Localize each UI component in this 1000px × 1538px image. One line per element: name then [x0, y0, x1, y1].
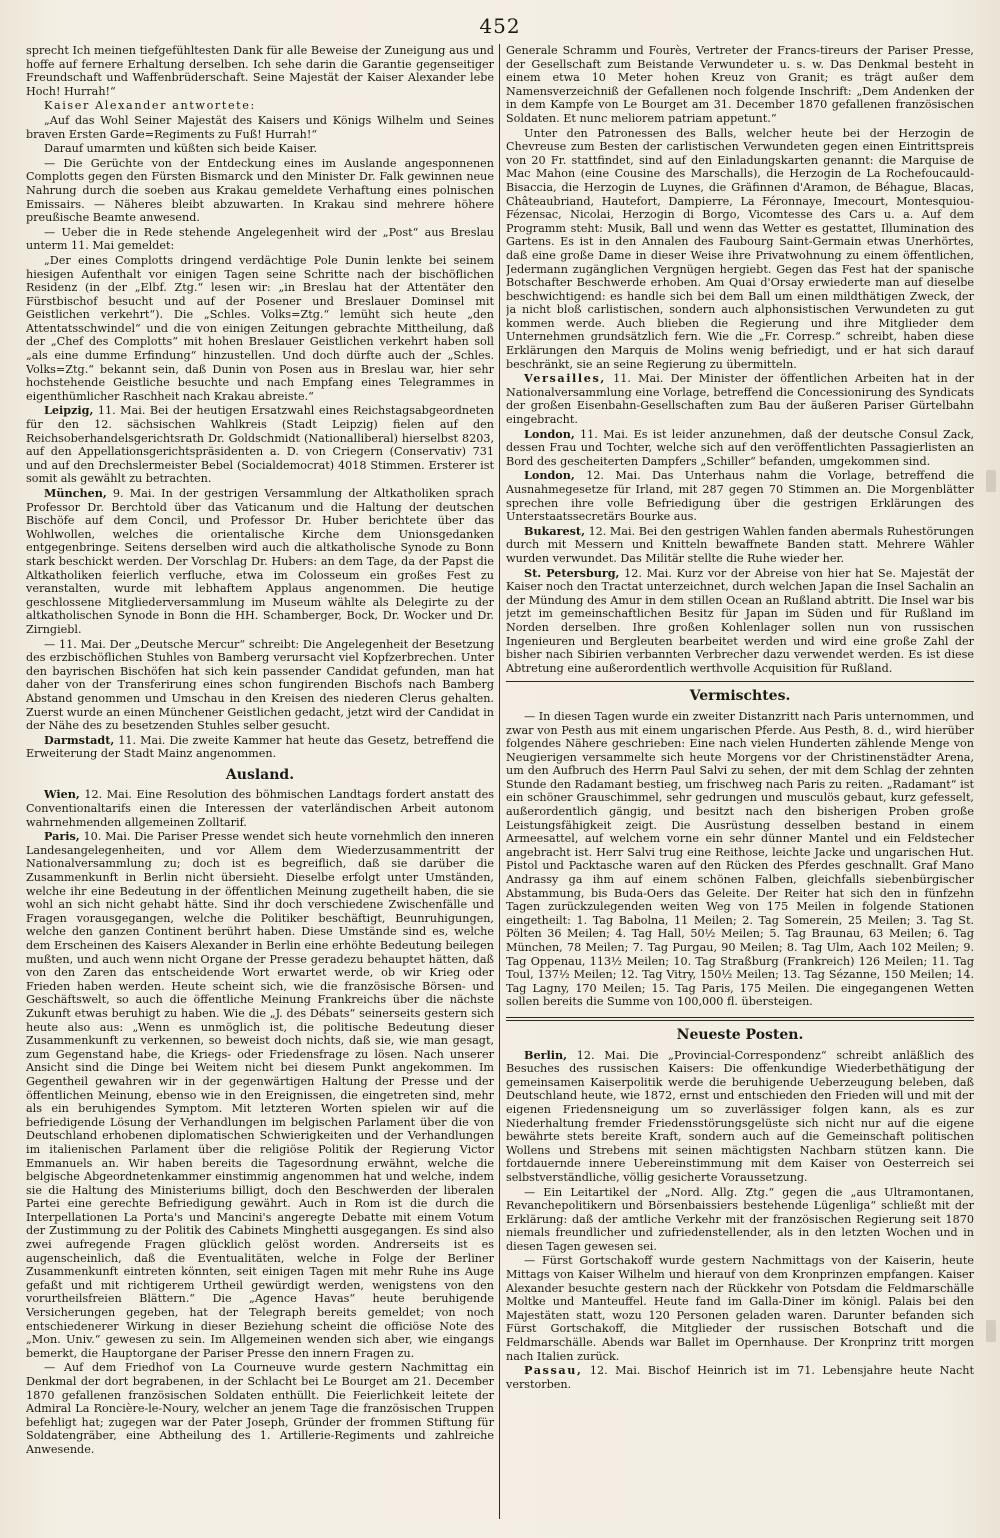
article-paragraph: — Ueber die in Rede stehende Angelegenheit wird der „Post“ aus Breslau unterm 11. Mai gemeldet: [26, 225, 494, 253]
dateline: Wien, [44, 787, 80, 802]
article-paragraph: Kaiser Alexander antwortete: [44, 99, 256, 113]
right-column [506, 44, 974, 1524]
news-text: 11. Mai. Es ist leider anzunehmen, daß der deutsche Consul Zack, dessen Frau und Tochter, welche sich auf den veröffentlichten Passagierlisten an Bord des gescheiterten Dampfers „Schiller“ befanden, umgekommen sind. [506, 427, 974, 468]
dateline: Paris, [44, 829, 80, 844]
article-paragraph: sprecht Ich meinen tiefgefühltesten Dank für alle Beweise der Zuneigung aus und hoffe auf fernere Erhaltung derselben. Ich sehe darin die Garantie gegenseitiger Freundschaft und Waffenbrüderschaft. Seine Majestät der Kaiser Alexander lebe Hoch! Hurrah!“ [26, 44, 494, 98]
left-column [26, 44, 494, 1524]
news-text: 12. Mai. Das Unterhaus nahm die Vorlage, betreffend die Ausnahmegesetze für Irland, mit 287 gegen 70 Stimmen an. Die Morgenblätter sprechen ihre volle Befriedigung über die gestrigen Erklärungen des Unterstaatssecretärs Bourke aus. [506, 469, 974, 524]
article-paragraph: Unter den Patronessen des Balls, welcher heute bei der Herzogin de Chevreuse zum Besten der carlistischen Verwundeten gegen einen Eintrittspreis von 20 Fr. stattfindet, sind auf den Einladungskarten genannt: die Marquise de Mac Mahon (eine Cousine des Marschalls), die Herzogin de La Rochefoucauld-Bisaccia, die Herzogin de Luynes, die Gräfinnen d'Aramon, de Béhague, Blacas, Châteaubriand, Hautefort, Dampierre, La Féronnaye, Imecourt, Montesquiou-Fézensac, Nicolai, Herzogin di Borgo, Vicomtesse des Cars u. a. Auf dem Programm steht: Musik, Ball und wenn das Wetter es gestattet, Illumination des Gartens. Es ist in den Annalen des Faubourg Saint-Germain etwas Unerhörtes, daß eine große Dame in dieser Weise ihre Privatwohnung zu einem öffentlichen, Jedermann zugänglichen Vergnügen hergiebt. Gegen das Fest hat der spanische Botschafter Beschwerde erhoben. Am Quai d'Orsay erwiederte man auf dieselbe beschwichtigend: es handle sich bei dem Ball um einen mildthätigen Zweck, der ja nicht bloß carlistischen, sondern auch alphonsistischen Verwundeten zu gut kommen werde. Auch blieben die Regierung und ihre Mitglieder dem Unternehmen grundsätzlich fern. Wie die „Fr. Corresp.“ schreibt, haben diese Erklärungen den Marquis de Molins wenig befriedigt, und er hat sich darauf beschränkt, sie an seine Regierung zu übermitteln. [506, 126, 974, 371]
article-paragraph: „Der eines Complotts dringend verdächtige Pole Dunin lenkte bei seinem hiesigen Aufenthalt vor einigen Tagen seine Schritte nach der bischöflichen Residenz (in der „Elbf. Ztg.“ lesen wir: „in Breslau hat der Attentäter den Fürstbischof besucht und auf der Posener und Breslauer Dominsel mit Geistlichen verkehrt“). Die „Schles. Volks=Ztg.“ lemüht sich heute „den Attentatsschwindel“ und die von einigen Zeitungen gebrachte Mittheilung, daß der „Chef des Complotts“ mit hohen Breslauer Geistlichen verkehrt haben soll „als eine dumme Erfindung“ hinzustellen. Und doch dürfte auch der „Schles. Volks=Ztg.“ bekannt sein, daß Dunin von Posen aus in Breslau war, hier sehr hochstehende Geistliche besuchte und nach Empfang eines Telegrammes in eigenthümlicher Raschheit nach Krakau abreiste.“ [26, 253, 494, 403]
news-item [26, 830, 494, 1360]
news-item [506, 428, 974, 469]
news-text: 11. Mai. Der Minister der öffentlichen Arbeiten hat in der Nationalversammlung eine Vorlage, betreffend die Concessionirung des Syndicats der großen Eisenbahn-Gesellschaften zum Bau der äußeren Pariser Gürtelbahn eingebracht. [506, 372, 974, 427]
section-heading-vermischtes: Vermischtes. [689, 688, 791, 705]
section-rule [506, 681, 974, 682]
news-text: 10. Mai. Die Pariser Presse wendet sich heute vornehmlich den inneren Landesangelegenheiten, und vor Allem dem Wiederzusammentritt der Nationalversammlung zu; doch ist es begreiflich, daß sie darüber die Zusammenkunft in Berlin nicht übersieht. Dieselbe erfolgt unter Umständen, welche ihr eine Bedeutung in der öffentlichen Meinung zugetheilt haben, die sie wohl an sich nicht gehabt hätte. Sind ihr doch verschiedene Zwischenfälle und Fragen vorausgegangen, welche die Politiker beschäftigt, Beunruhigungen, welche den ganzen Continent berührt haben. Diese Umstände sind es, welche dem Erscheinen des Kaisers Alexander in Berlin eine erhöhte Bedeutung beilegen mußten, und auch wenn nicht Organe der Presse geradezu behauptet hätten, daß von den Zaren das entscheidende Wort erwartet werde, ob wir Krieg oder Frieden haben werden. Heute scheint sich, wie die französische Börsen- und Geschäftswelt, so auch die öffentliche Meinung Frankreichs über die nächste Zukunft etwas beruhigt zu haben. Wie die „J. des Débats“ seinerseits gestern sich heute also aus: „Wenn es unmöglich ist, die politische Bedeutung dieser Zusammenkunft zu verkennen, so beweist doch nichts, daß sie, wie man gesagt, zum Gegenstand habe, die Kriegs- oder Friedensfrage zu lösen. Nach unserer Ansicht sind die Dinge bei Weitem nicht bei diesem Punkt angekommen. Im Gegentheil gewahren wir in der gegenwärtigen Haltung der Presse und der öffentlichen Meinung, ebenso wie in den Ereignissen, die eingetreten sind, mehr als ein beruhigendes Symptom. Mit letzteren Worten spielen wir auf die befriedigende Lösung der Verhandlungen im belgischen Parlament über die von Deutschland erhobenen diplomatischen Schwierigkeiten und der Verhandlungen im italienischen Parlament über die religiöse Politik der Regierung Victor Emmanuels an. Wir haben bereits die Tagesordnung erwähnt, welche die belgische Abgeordnetenkammer einstimmig angenommen hat und welche, indem sie die Haltung des Ministeriums billigt, doch den Beschwerden der liberalen Partei eine gerechte Befriedigung gewährt. Auch in Rom ist die durch die Interpellationen La Porta's und Mancini's angeregte Debatte mit einem Votum der Zustimmung zu der Politik des Cabinets Minghetti ausgegangen. Es sind also zwei aufregende Fragen glücklich gelöst worden. Andrerseits ist es augenscheinlich, daß die Eventualitäten, welche in Folge der Berliner Zusammenkunft eintreten könnten, seit einigen Tagen mit mehr Ruhe ins Auge gefaßt und mit richtigerem Urtheil gewürdigt werden, wenigstens von den vorurtheilsfreien Blättern.“ Die „Agence Havas“ heute beruhigende Versicherungen gegeben, hat der Telegraph bereits gemeldet; von noch entschiedenerer Wirkung in dieser Beziehung scheint die officiöse Note des „Mon. Univ.“ gewesen zu sein. Im Allgemeinen wenden sich aber, wie eingangs bemerkt, die Hauptorgane der Pariser Presse den innern Fragen zu. [26, 830, 494, 1360]
news-item [506, 567, 974, 676]
news-text: 9. Mai. In der gestrigen Versammlung der Altkatholiken sprach Professor Dr. Berchtold über das Vaticanum und die Haltung der deutschen Bischöfe auf dem Concil, und Professor Dr. Huber berichtete über das Wohlwollen, welches die orientalische Kirche dem Unionsgedanken entgegenbringe. Seitens derselben wird auch die altkatholische Synode zu Bonn stark beschickt werden. Der Vorschlag Dr. Hubers: an dem Tage, da der Papst die Altkatholiken feierlich verfluche, etwa im Colosseum ein großes Fest zu veranstalten, wurde mit lebhaftem Applaus angenommen. Die heutige geschlossene Mitgliederversammlung im Museum wählte als Delegirte zu der altkatholischen Synode in Bonn die HH. Schamberger, Bock, Dr. Wocker und Dr. Zirngiebl. [26, 487, 494, 636]
binding-mark [986, 1320, 996, 1342]
news-item [26, 487, 494, 637]
article-paragraph: — Die Gerüchte von der Entdeckung eines im Auslande angesponnenen Complotts gegen den Fürsten Bismarck und den Minister Dr. Falk gewinnen neue Nahrung durch die soeben aus Krakau gemeldete Verhaftung eines polnischen Emissairs. — Näheres bleibt abzuwarten. In Krakau sind mehrere höhere preußische Beamte anwesend. [26, 156, 494, 225]
article-paragraph: — Fürst Gortschakoff wurde gestern Nachmittags von der Kaiserin, heute Mittags von Kaiser Wilhelm und hierauf von dem Kronprinzen empfangen. Kaiser Alexander besuchte gestern nach der Rückkehr von Potsdam die Feldmarschälle Moltke und Manteuffel. Heute fand im Galla-Diner im königl. Palais bei den Majestäten statt, wozu 120 Personen geladen waren. Darunter befanden sich Fürst Gortschakoff, die Mitglieder der russischen Botschaft und die Feldmarschälle. Abends war Ballet im Opernhause. Der Kronprinz tritt morgen nach Italien zurück. [506, 1254, 974, 1363]
news-text: 11. Mai. Die zweite Kammer hat heute das Gesetz, betreffend die Erweiterung der Stadt Mainz angenommen. [26, 733, 494, 761]
news-text: 12. Mai. Kurz vor der Abreise von hier hat Se. Majestät der Kaiser noch den Tractat unterzeichnet, durch welchen Japan die Insel Sachalin an der Mündung des Amur in dem stillen Ocean an Rußland abtritt. Die Insel war bis jetzt im gemeinschaftlichen Besitz für Japan im Süden und für Rußland im Norden derselben. Ihre großen Kohlenlager sollen nun von russischen Ingenieuren und Bergleuten bearbeitet werden und wird eine große Zahl der bisher nach Sibirien verbannten Verbrecher dazu verwendet werden. Es ist diese Abtretung eine außerordentlich werthvolle Acquisition für Rußland. [506, 566, 974, 675]
dateline: Versailles, [524, 371, 606, 386]
article-paragraph: Darauf umarmten und küßten sich beide Kaiser. [44, 142, 318, 156]
news-item [506, 1049, 974, 1185]
dateline: St. Petersburg, [524, 565, 620, 580]
news-item [26, 734, 494, 761]
column-divider [499, 44, 500, 1519]
news-item [26, 788, 494, 829]
article-paragraph: Generale Schramm und Fourès, Vertreter der Francs-tireurs der Pariser Presse, der Gesellschaft zum Beistande Verwundeter u. s. w. Das Denkmal besteht in einem etwa 10 Meter hohen Kreuz von Granit; es trägt außer dem Namensverzeichniß der Gefallenen noch folgende Inschrift: „Dem Andenken der in dem Kampfe von Le Bourget am 31. December 1870 gefallenen französischen Soldaten. Et nunc meliorem patriam appetunt.“ [506, 44, 974, 125]
article-paragraph: — Auf dem Friedhof von La Courneuve wurde gestern Nachmittag ein Denkmal der dort begrabenen, in der Schlacht bei Le Bourget am 21. December 1870 gefallenen französischen Soldaten enthüllt. Die Feierlichkeit leitete der Admiral La Roncière-le-Noury, welcher an jenem Tage die französischen Truppen befehligt hat; zugegen war der Pater Joseph, Gründer der frommen Stiftung für Soldatengräber, eine Abtheilung des 1. Artillerie-Regiments und zahlreiche Anwesende. [26, 1361, 494, 1456]
dateline: München, [44, 486, 107, 500]
article-paragraph: — Ein Leitartikel der „Nord. Allg. Ztg.“ gegen die „aus Ultramontanen, Revanchepolitikern und Börsenbaissiers bestehende Lügenliga“ schließt mit der Erklärung: daß der amtliche Verkehr mit der französischen Regierung seit 1870 niemals freundlicher und zufriedenstellender, als in den letzten Wochen und in diesen Tagen gewesen sei. [506, 1185, 974, 1253]
section-heading-ausland: Ausland. [225, 766, 295, 783]
dateline: Darmstadt, [44, 732, 115, 747]
page-number: 452 [479, 14, 521, 38]
article-paragraph: — 11. Mai. Der „Deutsche Mercur“ schreibt: Die Angelegenheit der Besetzung des erzbischöflichen Stuhles von Bamberg verursacht viel Kopfzerbrechen. Unter den bayrischen Bischöfen hat sich kein passender Candidat gefunden, man hat daher von der Transferirung eines schon fungirenden Bischofs nach Bamberg Abstand genommen und Umschau in den Kreisen des niederen Clerus gehalten. Zuerst wurde an einen Münchener Geistlichen gedacht, jetzt wird der Candidat in der Nähe des zu besetzenden Stuhles selber gesucht. [26, 637, 494, 733]
section-rule [506, 1017, 974, 1021]
news-item [26, 404, 494, 486]
binding-mark [986, 470, 996, 492]
dateline: Leipzig, [44, 403, 94, 418]
dateline: Berlin, [524, 1047, 567, 1062]
news-text: 12. Mai. Eine Resolution des böhmischen Landtags fordert anstatt des Conventionaltarifs einen die Interessen der vaterländischen Arbeit autonom wahrnehmenden allgemeinen Zolltarif. [26, 788, 494, 829]
news-item [506, 525, 974, 566]
dateline: Passau, [524, 1363, 583, 1378]
news-item [506, 372, 974, 426]
article-paragraph: „Auf das Wohl Seiner Majestät des Kaisers und Königs Wilhelm und Seines braven Ersten Garde=Regiments zu Fuß! Hurrah!“ [26, 113, 494, 141]
news-text: 12. Mai. Bischof Heinrich ist im 71. Lebensjahre heute Nacht verstorben. [506, 1364, 974, 1391]
news-text: 12. Mai. Bei den gestrigen Wahlen fanden abermals Ruhestörungen durch mit Messern und Knitteln bewaffnete Banden statt. Mehrere Wähler wurden verwundet. Das Militär stellte die Ruhe wieder her. [506, 524, 974, 565]
dateline: London, [524, 426, 575, 441]
news-item [506, 1364, 974, 1391]
news-text: 11. Mai. Bei der heutigen Ersatzwahl eines Reichstagsabgeordneten für den 12. sächsischen Wahlkreis (Stadt Leipzig) fielen auf den Reichsoberhandelsgerichtsrath Dr. Goldschmidt (Nationalliberal) hierselbst 8203, auf den Appellationsgerichtspräsidenten a. D. von Criegern (Conservativ) 731 und auf den Drechslermeister Bebel (Socialdemocrat) 4018 Stimmen. Ersterer ist somit als gewählt zu betrachten. [26, 404, 494, 486]
news-item [506, 469, 974, 523]
article-paragraph: — In diesen Tagen wurde ein zweiter Distanzritt nach Paris unternommen, und zwar von Pesth aus mit einem ungarischen Pferde. Aus Pesth, 8. d., wird hierüber folgendes Nähere geschrieben: Eine nach vielen Hunderten zählende Menge von Neugierigen versammelte sich heute Morgens vor der Christinenstädter Arena, um den Aufbruch des Herrn Paul Salvi zu sehen, der mit dem Schlag der zehnten Stunde den Radamant bestieg, um frischweg nach Paris zu reiten. „Radamant“ ist ein schöner Grauschimmel, sehr gedrungen und musculös gebaut, kurz gefesselt, außerordentlich gängig, und besitzt nach den bisherigen Proben große Leistungsfähigkeit zeigt. Die Ausrüstung desselben bestand in einem Armeesattel, auf welchem vorne ein sehr dünner Mantel und ein Feldstecher angebracht ist. Herr Salvi trug eine Reithose, leichte Jacke und ungarischen Hut. Pistol und Packtasche waren auf den Rücken des Pferdes geschnallt. Graf Mano Andrassy ga ihm auf einem schönen Falben, gleichfalls siebenbürgischer Abstammung, bis Buda-Oers das Geleite. Der Reiter hat sich den in fünfzehn Tagen zurückzulegenden weiten Weg von 175 Meilen in folgende Stationen eingetheilt: 1. Tag Babolna, 11 Meilen; 2. Tag Somerein, 25 Meilen; 3. Tag St. Pölten 36 Meilen; 4. Tag Hall, 50½ Meilen; 5. Tag Braunau, 63 Meilen; 6. Tag München, 78 Meilen; 7. Tag Purgau, 90 Meilen; 8. Tag Ulm, Aach 102 Meilen; 9. Tag Oppenau, 113½ Meilen; 10. Tag Straßburg (Frankreich) 126 Meilen; 11. Tag Toul, 137½ Meilen; 12. Tag Vitry, 150½ Meilen; 13. Tag Sézanne, 150 Meilen; 14. Tag Lagny, 170 Meilen; 15. Tag Paris, 175 Meilen. Die eingegangenen Wetten sollen bereits die Summe von 100,000 fl. übersteigen. [506, 709, 974, 1009]
section-heading-neueste-posten: Neueste Posten. [676, 1026, 804, 1043]
news-text: 12. Mai. Die „Provincial-Correspondenz“ schreibt anläßlich des Besuches des russischen Kaisers: Die offenkundige Wiederbethätigung der gemeinsamen Kaiserpolitik werde die beruhigende Ueberzeugung beleben, daß Deutschland heute, wie 1872, ernst und entschieden den Frieden will und mit der eigenen Friedensneigung um so zuverlässiger folgen kann, als es zur Niederhaltung fremder Friedensstörungsgelüste sich nicht nur auf die eigene bewährte stets bereite Kraft, sondern auch auf die Gemeinschaft politischen Wollens und Strebens mit seinen mächtigsten Nachbarn stützen kann. Die fortdauernde innere Uebereinstimmung mit dem Kaiser von Oesterreich sei selbstverständliche, völlig gesicherte Voraussetzung. [506, 1048, 974, 1184]
dateline: Bukarest, [524, 523, 585, 538]
dateline: London, [524, 468, 575, 483]
